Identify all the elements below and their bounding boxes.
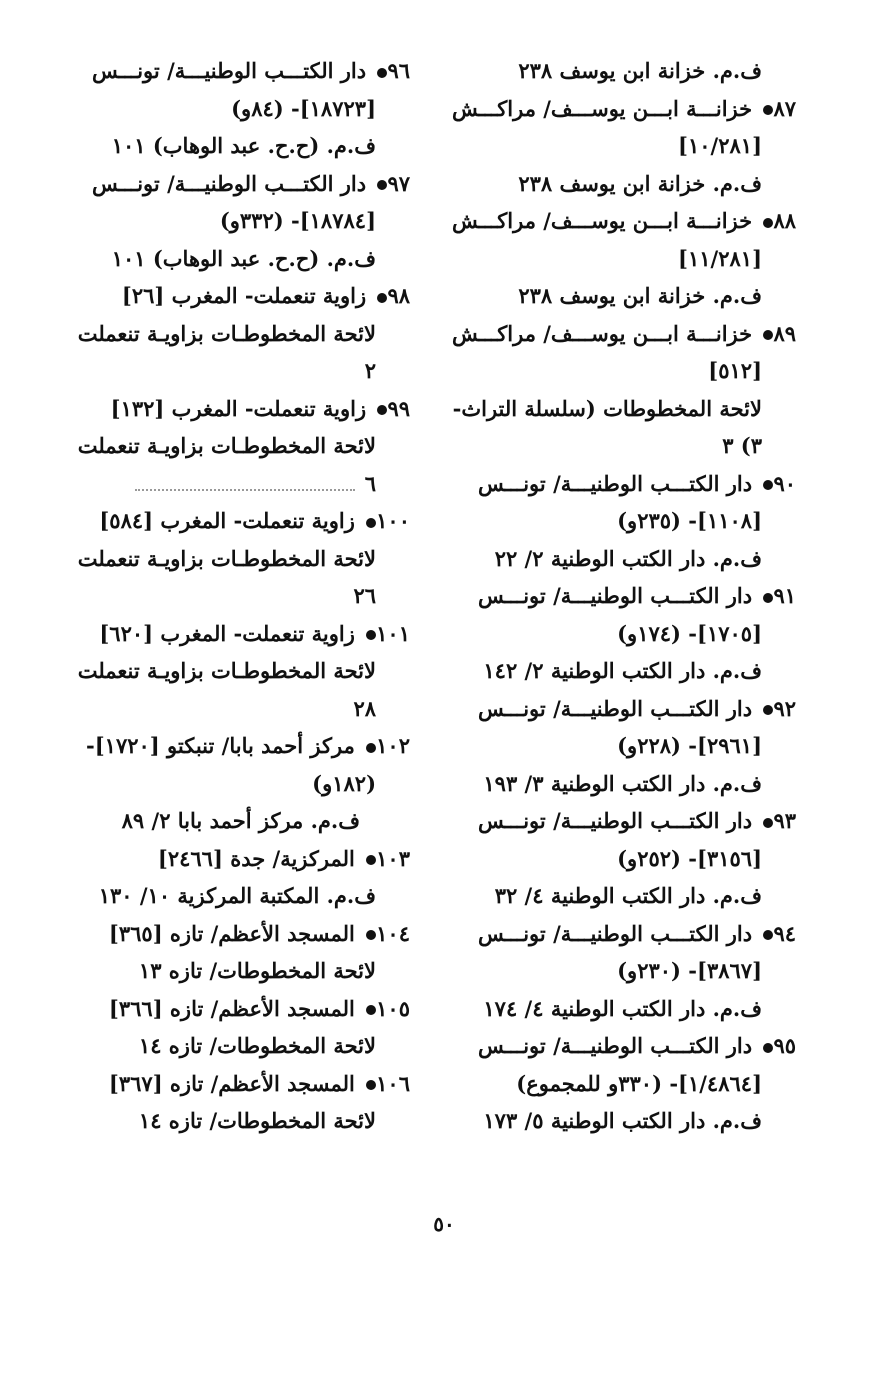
entry-detail-line [456, 277, 796, 315]
entry-line [70, 915, 410, 953]
entry-text: [٥١٢] [708, 358, 762, 383]
entry-number: ٩٢ [773, 695, 796, 721]
entry-text: ٢٨ [353, 695, 376, 721]
entry-detail-line [456, 540, 796, 578]
entry-text: زاوية تنعملت- المغرب [٥٨٤] [99, 508, 355, 533]
entry-detail-line [456, 1102, 796, 1140]
entry-detail-line [70, 90, 410, 128]
entry-text: [٣١٥٦]- (٢٥٢و) [617, 845, 762, 871]
bullet-icon [366, 1080, 376, 1090]
bullet-icon [763, 705, 773, 715]
entry-text: ف.م. دار الكتب الوطنية ٢/ ٢٢ [494, 545, 762, 571]
entry-text: ف.م. (ح.ح. عبد الوهاب) ١٠١ [111, 245, 376, 271]
entry-text: لائحة المخطوطـات بزاويـة تنعملت [77, 658, 376, 683]
entry-text: المركزية/ جدة [٢٤٦٦] [157, 845, 355, 871]
entry-detail-line [70, 540, 410, 578]
entry-detail-line [456, 652, 796, 690]
entry-text: لائحة المخطوطـات بزاويـة تنعملت [77, 320, 376, 346]
entry-detail-line [456, 952, 796, 990]
entry-detail-line [70, 877, 410, 915]
bullet-icon [763, 218, 773, 228]
entry-text: المسجد الأعظم/ تازه [٣٦٧] [108, 1070, 355, 1096]
entry-text: [١٨٧٢٣]- (٨٤و) [231, 95, 376, 121]
entry-number: ١٠٠ [376, 508, 410, 533]
entry-text: المسجد الأعظم/ تازه [٣٦٦] [108, 995, 355, 1021]
entry-text: [١٧٠٥]- (١٧٤و) [617, 620, 762, 646]
entry-line [70, 390, 410, 428]
entry-text: زاوية تنعملت- المغرب [٦٢٠] [99, 620, 355, 646]
entry-text: المسجد الأعظم/ تازه [٣٦٥] [108, 920, 355, 946]
entry-detail-line [456, 1065, 796, 1103]
entry-number: ٩٤ [773, 920, 796, 946]
entry-line [456, 690, 796, 728]
entry-text: لائحة المخطوطات/ تازه ١٣ [138, 958, 376, 983]
bullet-icon [763, 818, 773, 828]
entry-text: (١٨٢و) [312, 770, 376, 796]
entry-text: ٣) ٣ [722, 433, 762, 458]
bullet-icon [377, 405, 387, 415]
entry-line [456, 465, 796, 503]
entry-text: [١٨٧٨٤]- (٣٣٢و) [219, 208, 376, 233]
dotted-leader [135, 479, 355, 491]
entry-line [70, 502, 410, 540]
entry-detail-line [70, 952, 410, 990]
entry-line [70, 1065, 410, 1103]
entry-text: ف.م. دار الكتب الوطنية ٢/ ١٤٢ [483, 658, 762, 683]
entry-line [70, 727, 410, 765]
entry-text: دار الكتـــب الوطنيـــة/ تونـــس [477, 695, 753, 721]
entry-number: ٩٨ [387, 283, 410, 308]
entry-line [70, 165, 410, 203]
entry-detail-line [70, 465, 410, 503]
entry-text: [١٠/٢٨١] [678, 133, 762, 158]
entry-text: مركز أحمد بابا/ تنبكتو [١٧٢٠]- [86, 733, 355, 758]
bullet-icon [763, 1043, 773, 1053]
entry-number: ٩٩ [387, 395, 410, 421]
entry-detail-line [456, 127, 796, 165]
entry-text: ف.م. دار الكتب الوطنية ٤/ ١٧٤ [483, 995, 762, 1021]
bullet-icon [366, 630, 376, 640]
bullet-icon [366, 1005, 376, 1015]
entry-text: خزانـــة ابـــن يوســـف/ مراكـــش [452, 320, 753, 346]
bullet-icon [366, 855, 376, 865]
entry-number: ٨٩ [773, 320, 796, 346]
entry-detail-line [452, 390, 796, 428]
entry-line [70, 52, 410, 90]
page-number: ٥٠ [433, 1212, 455, 1236]
bullet-icon [763, 593, 773, 603]
entry-text: دار الكتـــب الوطنيـــة/ تونـــس [91, 170, 367, 196]
entry-number: ٩٧ [387, 170, 410, 196]
entry-detail-line [70, 427, 410, 465]
entry-text: دار الكتـــب الوطنيـــة/ تونـــس [477, 920, 753, 946]
bullet-icon [366, 930, 376, 940]
entry-detail-line [70, 690, 410, 728]
entry-text: ف.م. خزانة ابن يوسف ٢٣٨ [518, 170, 762, 196]
entry-detail-line [70, 577, 410, 615]
entry-text: ف.م. دار الكتب الوطنية ٣/ ١٩٣ [483, 770, 762, 796]
entry-detail-line [456, 352, 796, 390]
entry-line [456, 915, 796, 953]
entry-text: دار الكتـــب الوطنيـــة/ تونـــس [91, 58, 367, 83]
entry-detail-line [456, 427, 796, 465]
entry-line [452, 315, 796, 353]
entry-text: [٣٨٦٧]- (٢٣٠و) [617, 958, 762, 983]
entry-line [70, 615, 410, 653]
left-column [70, 52, 410, 1140]
bullet-icon [377, 180, 387, 190]
entry-number: ٨٧ [773, 95, 796, 121]
entry-number: ٩٠ [773, 470, 796, 496]
entry-line [456, 802, 796, 840]
entry-text: ٢ [364, 358, 376, 383]
entry-detail-line [70, 1102, 410, 1140]
entry-text: زاوية تنعملت- المغرب [٢٦] [121, 283, 367, 308]
entry-text: دار الكتـــب الوطنيـــة/ تونـــس [477, 1033, 753, 1058]
entry-number: ١٠٤ [376, 920, 410, 946]
entry-text: ف.م. (ح.ح. عبد الوهاب) ١٠١ [111, 133, 376, 158]
entry-text: ف.م. دار الكتب الوطنية ٥/ ١٧٣ [483, 1108, 762, 1133]
entry-line [452, 90, 796, 128]
entry-text: لائحة المخطوطـات بزاويـة تنعملت [77, 433, 376, 458]
entry-number: ١٠٥ [376, 995, 410, 1021]
entry-text: [١١٠٨]- (٢٣٥و) [617, 508, 762, 533]
bullet-icon [377, 68, 387, 78]
entry-detail-line [456, 502, 796, 540]
entry-text: ف.م. خزانة ابن يوسف ٢٣٨ [518, 58, 762, 83]
entry-detail-line [70, 802, 410, 840]
entry-text: ٢٦ [353, 583, 376, 608]
entry-detail-line [456, 765, 796, 803]
entry-text: ف.م. المكتبة المركزية ١٠/ ١٣٠ [98, 883, 376, 908]
entry-text: لائحة المخطوطات (سلسلة التراث- [452, 395, 762, 421]
entry-number: ٩٦ [387, 58, 410, 83]
entry-detail-line [70, 315, 410, 353]
entry-text: خزانـــة ابـــن يوســـف/ مراكـــش [452, 95, 753, 121]
entry-detail-line [70, 202, 410, 240]
entry-text: دار الكتـــب الوطنيـــة/ تونـــس [477, 470, 753, 496]
entry-text: خزانـــة ابـــن يوســـف/ مراكـــش [452, 208, 753, 233]
entry-line [452, 202, 796, 240]
entry-line [70, 277, 410, 315]
entry-text: دار الكتـــب الوطنيـــة/ تونـــس [477, 583, 753, 608]
entry-number: ١٠١ [376, 620, 410, 646]
entry-number: ١٠٢ [376, 733, 410, 758]
entry-line [456, 577, 796, 615]
entry-text: ف.م. مركز أحمد بابا ٢/ ٨٩ [121, 808, 360, 833]
entry-number: ٩٣ [773, 808, 796, 833]
entry-number: ٩١ [773, 583, 796, 608]
entry-text: لائحة المخطوطات/ تازه ١٤ [138, 1108, 376, 1133]
entry-detail-line [70, 127, 410, 165]
entry-text: لائحة المخطوطات/ تازه ١٤ [138, 1033, 376, 1058]
entry-detail-line [456, 877, 796, 915]
entry-detail-line [456, 727, 796, 765]
entry-text: [٢٩٦١]- (٢٢٨و) [617, 733, 762, 758]
entry-detail-line [70, 240, 410, 278]
entry-text: [١/٤٨٦٤]- (٣٣٠و للمجموع) [516, 1070, 762, 1096]
bullet-icon [366, 743, 376, 753]
bullet-icon [366, 518, 376, 528]
entry-number: ٨٨ [773, 208, 796, 233]
entry-detail-line [456, 990, 796, 1028]
entry-text: ف.م. دار الكتب الوطنية ٤/ ٣٢ [494, 883, 762, 908]
entry-detail-line [70, 652, 410, 690]
bullet-icon [763, 480, 773, 490]
entry-text: ف.م. خزانة ابن يوسف ٢٣٨ [518, 283, 762, 308]
entry-text: زاوية تنعملت- المغرب [١٣٢] [110, 395, 367, 421]
entry-detail-line [456, 165, 796, 203]
entry-detail-line [456, 240, 796, 278]
entry-text: دار الكتـــب الوطنيـــة/ تونـــس [477, 808, 753, 833]
bullet-icon [763, 105, 773, 115]
entry-text: ٦ [364, 470, 376, 496]
entry-line [70, 990, 410, 1028]
entry-number: ١٠٦ [376, 1070, 410, 1096]
entry-line [456, 1027, 796, 1065]
entry-detail-line [456, 615, 796, 653]
bullet-icon [763, 930, 773, 940]
entry-detail-line [456, 840, 796, 878]
entry-number: ٩٥ [773, 1033, 796, 1058]
right-column [452, 52, 796, 1140]
entry-text: [١١/٢٨١] [678, 245, 762, 271]
entry-detail-line [70, 352, 410, 390]
entry-number: ١٠٣ [376, 845, 410, 871]
entry-detail-line [70, 765, 410, 803]
entry-text: لائحة المخطوطـات بزاويـة تنعملت [77, 545, 376, 571]
entry-detail-line [456, 52, 796, 90]
bullet-icon [377, 293, 387, 303]
entry-detail-line [70, 1027, 410, 1065]
bullet-icon [763, 330, 773, 340]
entry-line [70, 840, 410, 878]
